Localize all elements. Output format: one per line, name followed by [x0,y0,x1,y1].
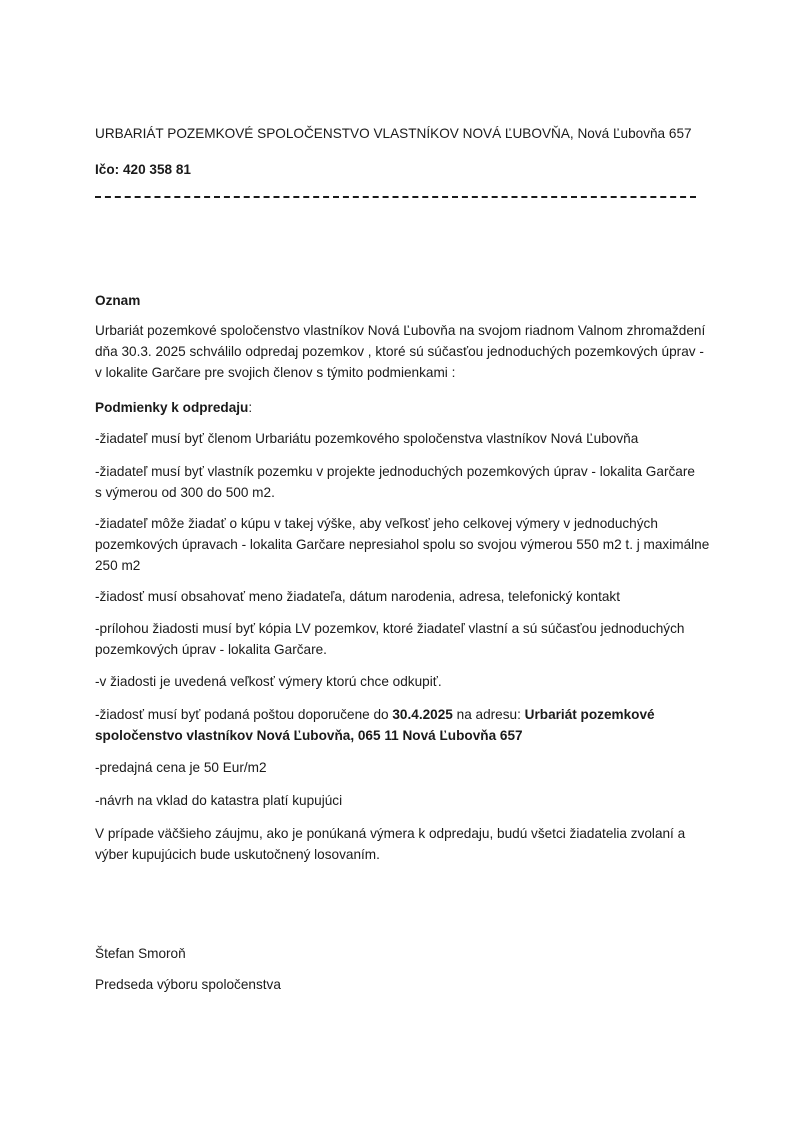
conditions-heading [95,397,715,418]
ico-number: Ičo: 420 358 81 [95,162,191,177]
submission-address: Urbariát pozemkové spoločenstvo vlastníkov Nová Ľubovňa, 065 11 Nová Ľubovňa 657 [95,707,655,743]
condition-item: -žiadateľ musí byť členom Urbariátu pozemkového spoločenstva vlastníkov Nová Ľubovňa [95,431,639,446]
submission-date: 30.4.2025 [392,707,453,722]
header-separator [95,196,696,198]
cadastre-condition: -návrh na vklad do katastra platí kupujúci [95,793,343,808]
condition-item: -v žiadosti je uvedená veľkosť výmery ktorú chce odkupiť. [95,674,442,689]
conditions-heading-text: Podmienky k odpredaju [95,400,249,415]
condition-item: -žiadateľ môže žiadať o kúpu v takej výške, aby veľkosť jeho celkovej výmery v jednoduchých pozemkových úpravach - lokalita Garčare nepresiahol spolu so svojou výmerou 550 m2 t. j maximálne 250 m2 [95,516,710,573]
closing-paragraph: V prípade väčšieho záujmu, ako je ponúkaná výmera k odpredaju, budú všetci žiadatelia zvolaní a výber kupujúcich bude uskutočnený losovaním. [95,826,686,862]
submission-middle: na adresu: [452,707,525,722]
notice-title: Oznam [95,293,141,308]
conditions-heading-colon: : [248,400,253,415]
submission-prefix: -žiadosť musí byť podaná poštou doporučene do [95,707,393,722]
submission-condition [95,704,695,746]
condition-item: -prílohou žiadosti musí byť kópia LV pozemkov, ktoré žiadateľ vlastní a sú súčasťou jednoduchých pozemkových úprav - lokalita Garčare. [95,621,685,657]
condition-item: -žiadosť musí obsahovať meno žiadateľa, dátum narodenia, adresa, telefonický kontakt [95,589,620,604]
signature-name: Štefan Smoroň [95,946,186,961]
notice-intro: Urbariát pozemkové spoločenstvo vlastníkov Nová Ľubovňa na svojom riadnom Valnom zhromaždení dňa 30.3. 2025 schválilo odpredaj pozemkov , ktoré sú súčasťou jednoduchých pozemkových úprav - v lokalite Garčare pre svojich členov s týmito podmienkami : [95,323,706,380]
price-condition: -predajná cena je 50 Eur/m2 [95,760,267,775]
condition-item: -žiadateľ musí byť vlastník pozemku v projekte jednoduchých pozemkových úprav - lokalita Garčare s výmerou od 300 do 500 m2. [95,464,695,500]
organization-header: URBARIÁT POZEMKOVÉ SPOLOČENSTVO VLASTNÍKOV NOVÁ ĽUBOVŇA, Nová Ľubovňa 657 [95,126,692,141]
signature-role: Predseda výboru spoločenstva [95,977,281,992]
